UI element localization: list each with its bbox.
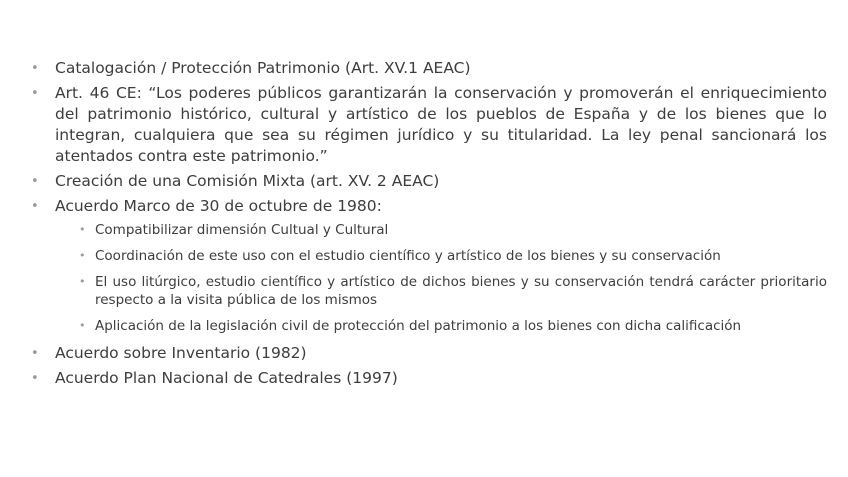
bullet-list bbox=[31, 58, 827, 393]
bullet-text: Art. 46 CE: “Los poderes públicos garantizarán la conservación y promoverán el enriquecimiento del patrimonio histórico, cultural y artístico de los pueblos de España y de los bienes que lo integran, cualquiera que sea su régimen jurídico y su titularidad. La ley penal sancionará los atentados contra este patrimonio.” bbox=[55, 84, 827, 165]
sub-bullet-dot-icon: • bbox=[79, 275, 86, 288]
bullet-dot-icon: • bbox=[31, 61, 39, 76]
sub-bullet-item bbox=[55, 317, 827, 335]
bullet-item bbox=[31, 343, 827, 364]
sub-bullet-text: Coordinación de este uso con el estudio científico y artístico de los bienes y su conservación bbox=[95, 248, 721, 264]
sub-bullet-dot-icon: • bbox=[79, 249, 86, 262]
bullet-dot-icon: • bbox=[31, 371, 39, 386]
bullet-item bbox=[31, 196, 827, 335]
sub-bullet-item bbox=[55, 247, 827, 265]
bullet-text: Acuerdo Plan Nacional de Catedrales (1997) bbox=[55, 369, 398, 387]
bullet-dot-icon: • bbox=[31, 174, 39, 189]
sub-bullet-dot-icon: • bbox=[79, 223, 86, 236]
bullet-text: Creación de una Comisión Mixta (art. XV. 2 AEAC) bbox=[55, 172, 440, 190]
bullet-text: Acuerdo Marco de 30 de octubre de 1980: bbox=[55, 197, 382, 215]
bullet-dot-icon: • bbox=[31, 346, 39, 361]
sub-bullet-dot-icon: • bbox=[79, 319, 86, 332]
bullet-item bbox=[31, 171, 827, 192]
sub-bullet-list bbox=[55, 221, 827, 335]
bullet-text: Catalogación / Protección Patrimonio (Art. XV.1 AEAC) bbox=[55, 59, 471, 77]
bullet-dot-icon: • bbox=[31, 86, 39, 101]
sub-bullet-item bbox=[55, 221, 827, 239]
sub-bullet-text: El uso litúrgico, estudio científico y artístico de dichos bienes y su conservación tendrá carácter prioritario respecto a la visita pública de los mismos bbox=[95, 274, 827, 308]
sub-bullet-text: Compatibilizar dimensión Cultual y Cultural bbox=[95, 222, 389, 238]
bullet-dot-icon: • bbox=[31, 199, 39, 214]
bullet-text: Acuerdo sobre Inventario (1982) bbox=[55, 344, 307, 362]
bullet-item bbox=[31, 368, 827, 389]
sub-bullet-item bbox=[55, 273, 827, 309]
bullet-item bbox=[31, 58, 827, 79]
bullet-item bbox=[31, 83, 827, 167]
sub-bullet-text: Aplicación de la legislación civil de protección del patrimonio a los bienes con dicha calificación bbox=[95, 318, 742, 334]
